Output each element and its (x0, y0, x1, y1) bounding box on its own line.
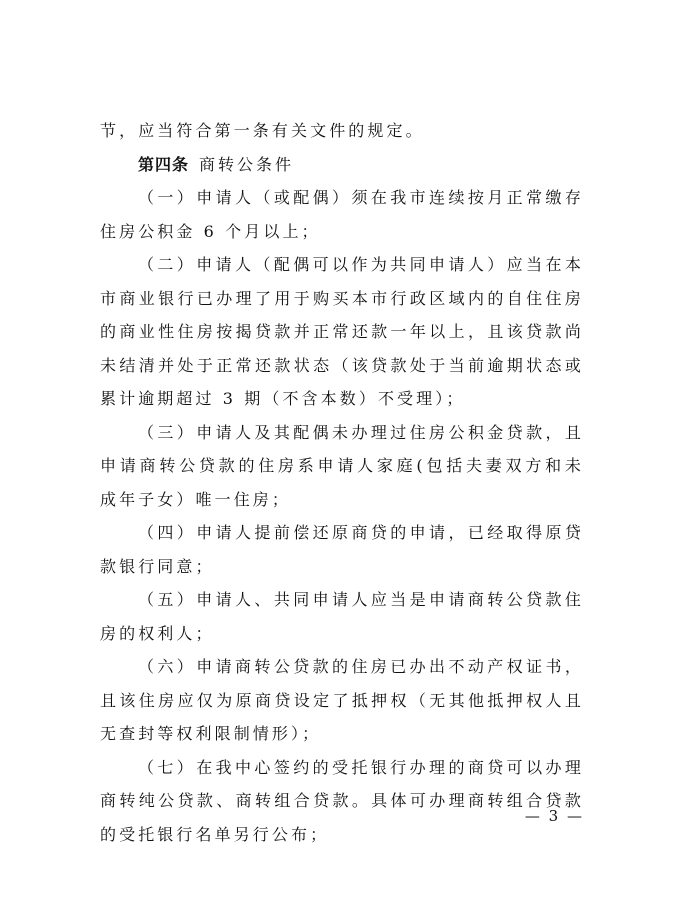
condition-item-3: （三）申请人及其配偶未办理过住房公积金贷款，且申请商转公贷款的住房系申请人家庭(包括夫妻双方和未成年子女）唯一住房； (100, 422, 584, 509)
condition-item-2: （二）申请人（配偶可以作为共同申请人）应当在本市商业银行已办理了用于购买本市行政区域内的自住住房的商业性住房按揭贷款并正常还款一年以上，且该贷款尚未结清并处于正常还款状态（该贷款处于当前逾期状态或累计逾期超过 3 期（不含本数）不受理）； (100, 255, 584, 408)
condition-item-4: （四）申请人提前偿还原商贷的申请，已经取得原贷款银行同意； (100, 523, 584, 576)
article-heading (100, 148, 584, 182)
intro-paragraph: 节，应当符合第一条有关文件的规定。 (100, 121, 425, 140)
condition-item-5: （五）申请人、共同申请人应当是申请商转公贷款住房的权利人； (100, 590, 584, 643)
article-title: 商转公条件 (199, 154, 295, 174)
document-body (100, 114, 584, 851)
page-number: — 3 — (524, 807, 584, 825)
condition-item-6: （六）申请商转公贷款的住房已办出不动产权证书，且该住房应仅为原商贷设定了抵押权（无其他抵押权人且无查封等权利限制情形）； (100, 657, 584, 743)
condition-item-1: （一）申请人（或配偶）须在我市连续按月正常缴存住房公积金 6 个月以上； (100, 188, 584, 241)
article-label: 第四条 (138, 154, 190, 174)
condition-item-7: （七）在我中心签约的受托银行办理的商贷可以办理商转纯公贷款、商转组合贷款。具体可办理商转组合贷款的受托银行名单另行公布； (100, 757, 584, 844)
